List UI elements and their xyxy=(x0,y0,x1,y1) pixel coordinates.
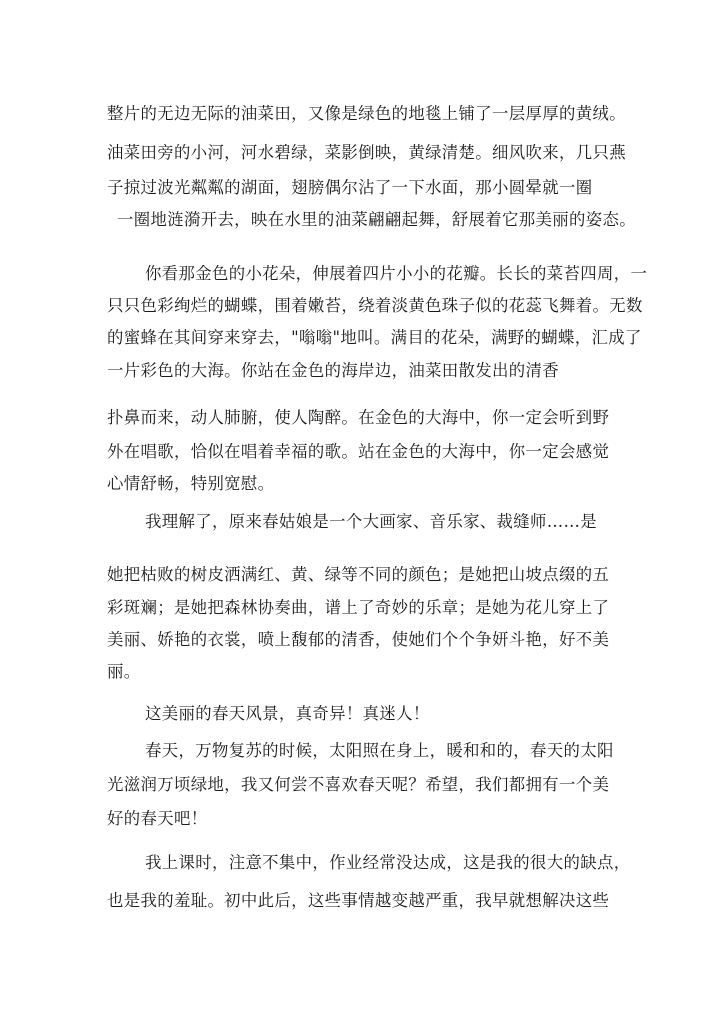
text-line: 光滋润万顷绿地，我又何尝不喜欢春天呢？希望，我们都拥有一个美 xyxy=(107,775,610,794)
text-line: 丽。 xyxy=(107,662,141,681)
text-line: 美丽、娇艳的衣裳，喷上馥郁的清香，使她们个个争妍斗艳，好不美 xyxy=(107,630,610,649)
text-line: 一圈地涟漪开去，映在水里的油菜翩翩起舞，舒展着它那美丽的姿态。 xyxy=(117,210,636,229)
text-line: 好的春天吧！ xyxy=(107,809,208,828)
text-line: 整片的无边无际的油菜田，又像是绿色的地毯上铺了一层厚厚的黄绒。 xyxy=(107,104,626,123)
text-line: 心情舒畅，特别宽慰。 xyxy=(107,474,275,493)
text-line: 彩斑斓；是她把森林协奏曲，谱上了奇妙的乐章；是她为花儿穿上了 xyxy=(107,598,610,617)
text-line: 这美丽的春天风景，真奇异！真迷人！ xyxy=(145,704,430,723)
text-line: 也是我的羞耻。初中此后，这些事情越变越严重，我早就想解决这些 xyxy=(107,891,610,910)
text-line: 扑鼻而来，动人肺腑，使人陶醉。在金色的大海中，你一定会听到野 xyxy=(107,408,610,427)
text-line: 我上课时，注意不集中，作业经常没达成，这是我的很大的缺点， xyxy=(145,853,631,872)
text-line: 我理解了，原来春姑娘是一个大画家、音乐家、裁缝师……是 xyxy=(145,512,597,531)
text-line: 油菜田旁的小河，河水碧绿，菜影倒映，黄绿清楚。细风吹来，几只燕 xyxy=(107,143,626,162)
text-line: 你看那金色的小花朵，伸展着四片小小的花瓣。长长的菜苔四周，一 xyxy=(145,264,648,283)
text-line: 一片彩色的大海。你站在金色的海岸边，油菜田散发出的清香 xyxy=(107,361,559,380)
text-line: 春天，万物复苏的时候，太阳照在身上，暖和和的，春天的太阳 xyxy=(145,741,614,760)
text-line: 子掠过波光粼粼的湖面，翅膀偶尔沾了一下水面，那小圆晕就一圈 xyxy=(107,178,593,197)
text-line: 只只色彩绚烂的蝴蝶，围着嫩苔，绕着淡黄色珠子似的花蕊飞舞着。无数 xyxy=(107,296,643,315)
text-line: 她把枯败的树皮洒满红、黄、绿等不同的颜色；是她把山坡点缀的五 xyxy=(107,565,610,584)
text-line: 的蜜蜂在其间穿来穿去，"嗡嗡"地叫。满目的花朵，满野的蝴蝶，汇成了 xyxy=(107,328,642,347)
text-line: 外在唱歌，恰似在唱着幸福的歌。站在金色的大海中，你一定会感觉 xyxy=(107,442,610,461)
